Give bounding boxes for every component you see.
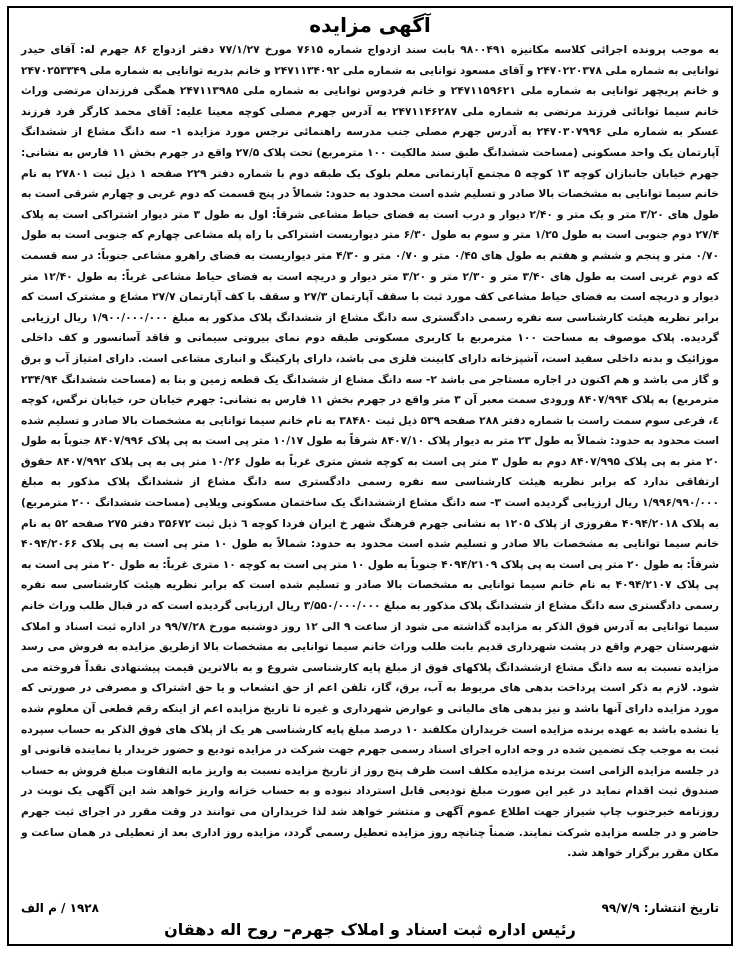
notice-signature: رئیس اداره ثبت اسناد و املاک جهرم– روح اله دهقان	[164, 920, 576, 939]
notice-body: به موجب پرونده اجرائی کلاسه مکانیزه ۹۸۰۰۴۹۱ بابت سند ازدواج شماره ۷۶۱۵ مورخ ۷۷/۱/۲۷ دفتر ازدواج ۸۶ جهرم له: آقای حیدر توانایی به شماره ملی ۲۴۷۰۲۲۰۳۷۸ و آقای مسعود توانایی به شماره ملی ۲۴۷۱۱۳۴۰۹۲ و خانم بدریه توانایی به شماره ملی ۲۴۷۰۲۵۳۳۴۹ و خانم پریچهر توانایی به شماره ملی ۲۴۷۱۱۵۹۶۲۱ و خانم فردوس توانایی به شماره ملی ۲۴۷۱۱۳۹۸۵ همگی فرزندان مرتضی وراث خانم سیما توانائی فرزند مرتضی به شماره ملی ۲۴۷۱۱۴۶۲۸۷ به آدرس جهرم مصلی کوچه معینا علیه: آقای محمد کارگر فرد فرزند عسکر به شماره ملی ۲۴۷۰۳۰۷۹۹۶ به آدرس جهرم مصلی جنب مدرسه راهنمائی نرجس مورد مزایده ۱- سه دانگ مشاع از ششدانگ آپارتمان یک واحد مسکونی (مساحت ششدانگ طبق سند مالکیت ۱۰۰ مترمربع) تحت پلاک ۲۷/۵ واقع در جهرم بخش ۱۱ فارس به نشانی: جهرم خیابان جانبازان کوچه ۱۳ کوچه ۵ مجتمع آپارتمانی معلم بلوک یک طبقه دوم با شماره دفتر ۲۲۹ صفحه ۱ ذیل ثبت ۲۷۸۰۱ به نام خانم سیما توانایی به مشخصات بالا صادر و تسلیم شده است محدود به حدود: شمالاً در پنج قسمت که دوم غربی و چهارم شرقی است به طول های ۳/۲۰ متر و یک متر و ۲/۴۰ دیوار و درب است به فضای حیاط مشاعی شرقاً: اول به طول ۳ متر دیوار اشتراکی است به پلاک ۲۷/۴ دوم جنوبی است به طول ۱/۲۵ متر و سوم به طول ۶/۳۰ متر دیواریست اشتراکی با راه پله مشاعی چهارم که جنوبی است به طول ۰/۷۰ متر و پنجم و ششم و هفتم به طول های ۰/۴۵ متر و ۰/۷۰ متر و ۴/۳۰ متر دیواریست به فضای راهرو مشاعی جنوباً: در سه قسمت که دوم غربی است به طول های ۳/۴۰ متر و ۲/۳۰ متر و ۳/۲۰ متر دیوار و دریچه است به فضای حیاط مشاعی غرباً: به طول ۱۲/۴۰ متر دیوار و دریچه است به فضای حیاط مشاعی کف مورد ثبت با سقف آپارتمان ۲۷/۳ و سقف با کف آپارتمان ۲۷/۷ مشاع و مشترک است که برابر نظریه هیئت کارشناسی سه نفره رسمی دادگستری سه دانگ مشاع از ششدانگ پلاک مذکور به مبلغ ۱/۹۰۰/۰۰۰/۰۰۰ ریال ارزیابی گردیده. پلاک موصوف به مساحت ۱۰۰ مترمربع با کاربری مسکونی طبقه دوم نمای بیرونی سیمانی و فاقد آسانسور و کف داخلی موزائیک و بدنه داخلی سفید است، آشپزخانه دارای کابینت فلزی می باشد، دارای پارکینگ و انباری مشاعی است. دارای امتیاز آب و برق و گاز می باشد و هم اکنون در اجاره مستاجر می باشد ۲- سه دانگ مشاع از ششدانگ یک قطعه زمین و بنا به (مساحت ششدانگ ۲۳۴/۹۴ مترمربع) به پلاک ۸۴۰۷/۹۹۴ ورودی سمت معبر آن ۳ متر واقع در جهرم بخش ۱۱ فارس به نشانی: جهرم خیابان حر، خیابان نرگس، کوچه ٤، فرعی سوم سمت راست با شماره دفتر ۲۸۸ صفحه ۵۳۹ ذیل ثبت ۳۸۴۸۰ به نام خانم سیما توانایی به مشخصات بالا صادر و تسلیم شده است محدود به حدود: شمالاً به طول ۲۳ متر به دیوار پلاک ۸۴۰۷/۱۰ شرقاً به طول ۱۰/۱۷ متر پی است به پی پلاک ۸۴۰۷/۹۹۶ جنوباً به طول ۲۰ متر به پی پلاک ۸۴۰۷/۹۹۵ دوم به طول ۳ متر پی است به کوچه شش متری غرباً به طول ۱۰/۲۶ متر پی به پی پلاک ۸۴۰۷/۹۹۲ حقوق ارتفاقی ندارد که برابر نظریه هیئت کارشناسی سه نفره رسمی دادگستری سه دانگ مشاع از ششدانگ پلاک مذکور به مبلغ ۱/۹۹۶/۹۹۰/۰۰۰ ریال ارزیابی گردیده است ۳- سه دانگ مشاع ازششدانگ یک ساختمان مسکونی ویلایی (مساحت ششدانگ ۲۰۰ مترمربع) به پلاک ۴۰۹۴/۲۰۱۸ مفروزی از پلاک ۱۲۰۵ به نشانی جهرم فرهنگ شهر خ ایران فردا کوچه ٦ ذیل ثبت ۳۵۶۷۲ دفتر ۲۷۵ صفحه ۵۲ به نام خانم سیما توانایی به مشخصات بالا صادر و تسلیم شده است محدود به حدود: شمالاً به طول ۱۰ متر پی است به پی پلاک ۴۰۹۴/۲۰۶۶ شرقاً: به طول ۲۰ متر پی است به پی پلاک ۴۰۹۴/۲۱۰۹ جنوباً به طول ۱۰ متر پی است به کوچه ۱۰ متری غرباً: به طول ۲۰ متر پی است به پی پلاک ۴۰۹۴/۲۱۰۷ به نام خانم سیما توانایی به مشخصات بالا صادر و تسلیم شده است که برابر نظریه هیئت کارشناسی سه نفره رسمی دادگستری سه دانگ مشاع از ششدانگ پلاک مذکور به مبلغ ۳/۵۵۰/۰۰۰/۰۰۰ ریال ارزیابی گردیده است که در قبال طلب وراث خانم سیما توانایی به آدرس فوق الذکر به مزایده گذاشته می شود از ساعت ۹ الی ۱۲ روز دوشنبه مورخ ۹۹/۷/۲۸ در اداره ثبت اسناد و املاک شهرستان جهرم واقع در پشت شهرداری قدیم بابت طلب وراث خانم سیما توانایی به مشخصات بالا ازطریق مزایده به فروش می رسد مزایده نسبت به سه دانگ مشاع ازششدانگ پلاکهای فوق از مبلغ پایه کارشناسی شروع و به بالاترین قیمت پیشنهادی نقداً فروخته می شود. لازم به ذکر است پرداخت بدهی های مربوط به آب، برق، گاز، تلفن اعم از حق انشعاب و یا حق اشتراک و مصرفی در صورتی که مورد مزایده دارای آنها باشد و نیز بدهی های مالیاتی و عوارض شهرداری و غیره تا تاریخ مزایده اعم از اینکه رقم قطعی آن معلوم شده یا نشده باشد به عهده برنده مزایده است خریداران مکلفند ۱۰ درصد مبلغ پایه کارشناسی هر یک از پلاک های فوق الذکر به حساب سپرده ثبت به موجب چک تضمین شده در وجه اداره اجرای اسناد رسمی جهرم جهت شرکت در مزایده تودیع و حضور خریدار یا نماینده قانونی او در جلسه مزایده الزامی است برنده مزایده مکلف است ظرف پنج روز از تاریخ مزایده نسبت به واریز مابه التفاوت مبلغ فروش به حساب صندوق ثبت اقدام نماید در غیر این صورت مبلغ تودیعی قابل استرداد نبوده و به حساب خزانه واریز خواهد شد این آگهی یک نوبت در روزنامه خبرجنوب چاپ شیراز جهت اطلاع عموم آگهی و منتشر خواهد شد لذا خریداران می توانند در وقت مقرر در اجرای ثبت جهرم حاضر و در جلسه مزایده شرکت نمایند. ضمناً چنانچه روز مزایده تعطیل رسمی گردد، مزایده روز اداری بعد از تعطیلی در همان ساعت و مکان مقرر برگزار خواهد شد.	[21, 43, 720, 860]
notice-code: ۱۹۲۸ / م الف	[21, 901, 99, 915]
notice-frame	[7, 6, 733, 946]
notice-title: آگهی مزایده	[309, 13, 431, 37]
publication-date: تاریخ انتشار: ۹۹/۷/۹	[601, 901, 719, 915]
notice-meta-row	[21, 899, 719, 917]
